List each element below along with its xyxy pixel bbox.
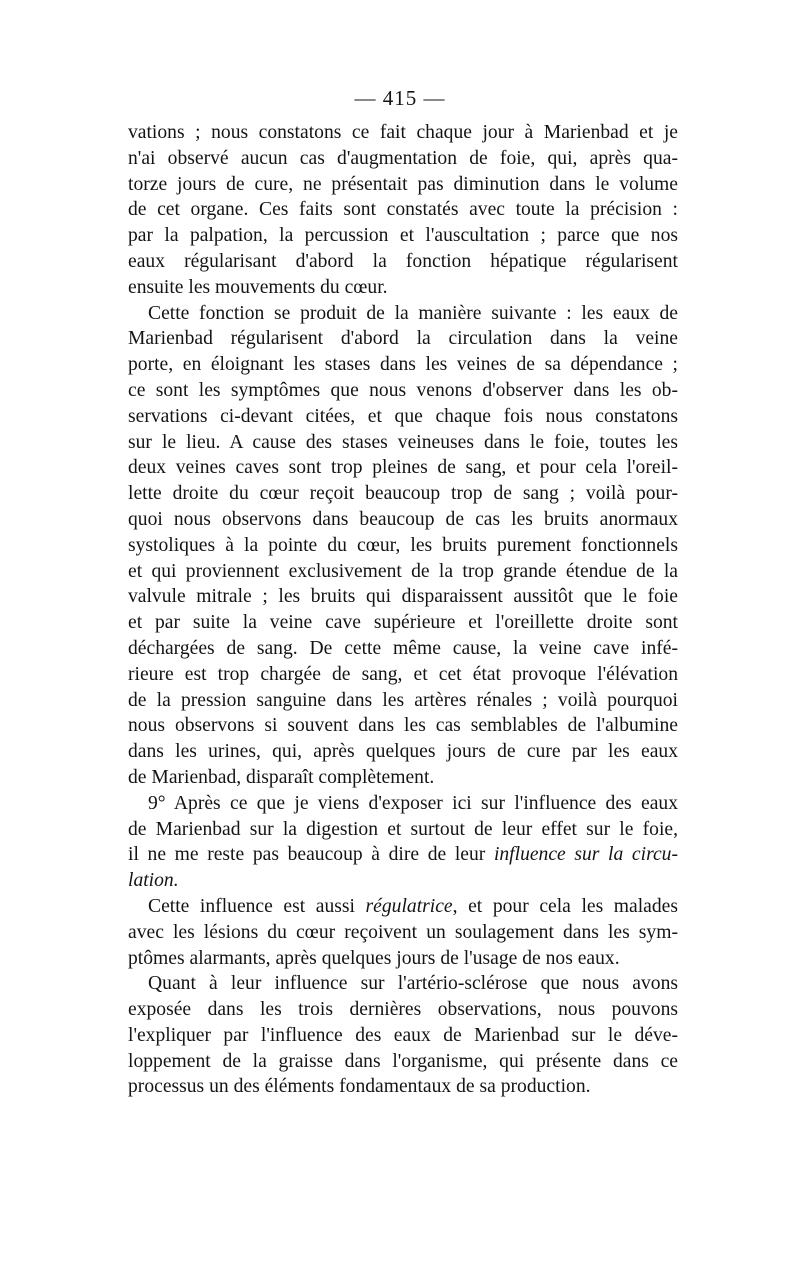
text-line-content: il ne me reste pas beaucoup à dire de leur: [128, 844, 494, 866]
text-line-content: avec les lésions du cœur reçoivent un soulagement dans les sym-: [128, 921, 678, 943]
text-line: [128, 559, 678, 585]
text-line: [128, 1074, 678, 1100]
text-line: [128, 455, 678, 481]
italic-phrase: influence sur la circu-: [493, 844, 678, 866]
text-line-content: sur le lieu. A cause des stases veineuses dans le foie, toutes les: [128, 431, 678, 453]
text-line: [128, 610, 678, 636]
text-line-content: Quant à leur influence sur l'artério-sclérose que nous avons: [148, 973, 678, 995]
text-line: [128, 378, 678, 404]
text-line: [128, 842, 678, 868]
text-line: [128, 739, 678, 765]
text-line-content: systoliques à la pointe du cœur, les bruits purement fonctionnels: [128, 534, 678, 556]
text-line-content: l'expliquer par l'influence des eaux de Marienbad sur le déve-: [128, 1024, 678, 1046]
text-line: [128, 481, 678, 507]
text-line: [128, 146, 678, 172]
text-line-content: processus un des éléments fondamentaux de sa production.: [128, 1076, 591, 1098]
text-line-content: rieure est trop chargée de sang, et cet état provoque l'élévation: [128, 663, 678, 685]
text-line-content: servations ci-devant citées, et que chaque fois nous constatons: [128, 405, 678, 427]
text-line-content: de cet organe. Ces faits sont constatés avec toute la précision :: [128, 199, 678, 221]
text-line: [128, 765, 678, 791]
text-line: [128, 894, 678, 920]
body-text: [128, 120, 678, 1100]
text-line-content: 9° Après ce que je viens d'exposer ici sur l'influence des eaux: [148, 792, 678, 814]
text-line: [128, 946, 678, 972]
text-line: [128, 662, 678, 688]
text-line-content: et par suite la veine cave supérieure et l'oreillette droite sont: [128, 612, 678, 634]
text-line: [128, 713, 678, 739]
text-line-content: ensuite les mouvements du cœur.: [128, 276, 388, 298]
text-line-content: torze jours de cure, ne présentait pas diminution dans le volume: [128, 173, 678, 195]
text-line-content: dans les urines, qui, après quelques jours de cure par les eaux: [128, 741, 678, 763]
text-line: [128, 791, 678, 817]
text-line-content: ptômes alarmants, après quelques jours de l'usage de nos eaux.: [128, 947, 620, 969]
italic-phrase: régulatrice: [365, 895, 453, 917]
text-line-content: n'ai observé aucun cas d'augmentation de foie, qui, après qua-: [128, 147, 678, 169]
text-line-content: Cette influence est aussi: [148, 895, 366, 917]
text-line-content: Cette fonction se produit de la manière suivante : les eaux de: [148, 302, 678, 324]
text-line: [128, 920, 678, 946]
text-line: [128, 275, 678, 301]
text-line: [128, 1049, 678, 1075]
text-line-content: porte, en éloignant les stases dans les veines de sa dépendance ;: [128, 354, 678, 376]
text-line: [128, 533, 678, 559]
text-line-continuation: , et pour cela les malades: [452, 895, 678, 917]
text-line-content: et qui proviennent exclusivement de la trop grande étendue de la: [128, 560, 678, 582]
text-line: [128, 430, 678, 456]
text-line: [128, 1023, 678, 1049]
text-line: [128, 326, 678, 352]
text-line-content: déchargées de sang. De cette même cause, la veine cave infé-: [128, 637, 678, 659]
text-line-content: valvule mitrale ; les bruits qui disparaissent aussitôt que le foie: [128, 586, 678, 608]
text-line: [128, 197, 678, 223]
text-line-content: vations ; nous constatons ce fait chaque jour à Marienbad et je: [128, 122, 678, 143]
text-line-content: loppement de la graisse dans l'organisme, qui présente dans ce: [128, 1050, 678, 1072]
text-line-content: de la pression sanguine dans les artères rénales ; voilà pourquoi: [128, 689, 678, 711]
text-line-content: Marienbad régularisent d'abord la circulation dans la veine: [128, 328, 678, 350]
text-line: [128, 352, 678, 378]
text-line-content: deux veines caves sont trop pleines de sang, et pour cela l'oreil-: [128, 457, 678, 479]
text-line: [128, 997, 678, 1023]
text-line: [128, 636, 678, 662]
text-line-content: par la palpation, la percussion et l'auscultation ; parce que nos: [128, 225, 678, 247]
text-line: [128, 172, 678, 198]
text-line-content: de Marienbad, disparaît complètement.: [128, 766, 435, 788]
text-line: [128, 971, 678, 997]
text-line-content: ce sont les symptômes que nous venons d'observer dans les ob-: [128, 379, 678, 401]
text-line: [128, 249, 678, 275]
text-line-content: exposée dans les trois dernières observations, nous pouvons: [128, 999, 678, 1021]
text-line: [128, 223, 678, 249]
text-line: [128, 404, 678, 430]
italic-phrase: lation.: [128, 870, 179, 892]
text-line: [128, 507, 678, 533]
text-line: [128, 301, 678, 327]
text-line: [128, 817, 678, 843]
text-line-content: eaux régularisant d'abord la fonction hépatique régularisent: [128, 250, 678, 272]
text-line: [128, 868, 678, 894]
text-line: [128, 688, 678, 714]
text-line-content: lette droite du cœur reçoit beaucoup trop de sang ; voilà pour-: [128, 483, 678, 505]
text-line: [128, 120, 678, 146]
text-line: [128, 584, 678, 610]
text-line-content: de Marienbad sur la digestion et surtout de leur effet sur le foie,: [128, 818, 678, 840]
text-line-content: quoi nous observons dans beaucoup de cas les bruits anormaux: [128, 508, 678, 530]
page-number: — 415 —: [354, 86, 446, 110]
text-line-content: nous observons si souvent dans les cas semblables de l'albumine: [128, 715, 678, 737]
